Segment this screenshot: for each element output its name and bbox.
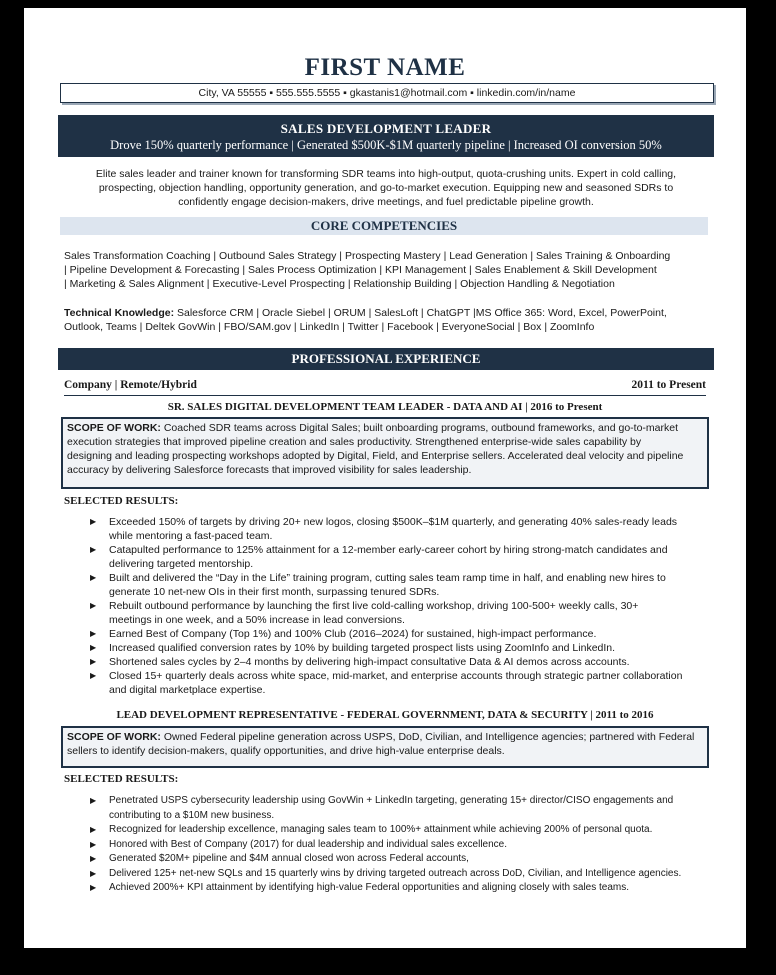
competencies-line: | Pipeline Development & Forecasting | Sales Process Optimization | KPI Management | Sales Enablement & Skill Development (64, 264, 657, 276)
job1-results (90, 515, 710, 697)
arrow-right-icon: ▶ (90, 854, 97, 863)
list-item: ▶ Closed 15+ quarterly deals across white space, mid-market, and enterprise accounts through strategic partner collaboration and digital marketplace expertise. (90, 670, 683, 696)
competencies-list (64, 249, 708, 291)
list-item: ▶ Delivered 125+ net-new SQLs and 15 quarterly wins by driving targeted outreach across DoD, Civilian, and Intelligence agencies. (90, 867, 682, 879)
arrow-right-icon: ▶ (90, 825, 97, 834)
list-item: ▶ Recognized for leadership excellence, managing sales team to 100%+ attainment while achieving 200% of personal quota. (90, 824, 653, 835)
summary-line: prospecting, objection handling, opportunity generation, and go-to-market execution. Equipping new and seasoned SDRs to (98, 182, 674, 194)
job2-scope-label: SCOPE OF WORK: (67, 731, 161, 743)
job2-scope (61, 726, 709, 768)
job2-scope-text: sellers to identify decision-makers, qualify opportunities, and drive high-value enterprise deals. (67, 745, 505, 757)
job2-title: LEAD DEVELOPMENT REPRESENTATIVE - FEDERAL GOVERNMENT, DATA & SECURITY | 2011 to 2016 (116, 709, 654, 721)
arrow-right-icon: ▶ (90, 839, 97, 849)
arrow-right-icon: ▶ (90, 601, 97, 610)
contact-bar: City, VA 55555 ▪ 555.555.5555 ▪ gkastanis1@hotmail.com ▪ linkedin.com/in/name (60, 83, 714, 103)
headline-tagline: Drove 150% quarterly performance | Generated $500K-$1M quarterly pipeline | Increased OI conversion 50% (110, 138, 662, 152)
arrow-right-icon: ▶ (90, 643, 97, 652)
arrow-right-icon: ▶ (90, 545, 97, 554)
divider (64, 395, 706, 396)
company-dates: 2011 to Present (631, 379, 706, 391)
list-item: ▶ Exceeded 150% of targets by driving 20+ new logos, closing $500K–$1M quarterly, and generating 40% sales-ready leads while mentoring a fast-paced team. (90, 516, 678, 542)
experience-heading: PROFESSIONAL EXPERIENCE (58, 348, 714, 370)
competencies-line: | Marketing & Sales Alignment | Executive-Level Prospecting | Relationship Building | Objection Handling & Negotiation (64, 278, 615, 290)
tech-line-2: Outlook, Teams | Deltek GovWin | FBO/SAM.gov | LinkedIn | Twitter | Facebook | EveryoneSocial | Box | ZoomInfo (64, 321, 595, 333)
headline-title: SALES DEVELOPMENT LEADER (280, 121, 492, 136)
arrow-right-icon: ▶ (90, 573, 97, 582)
job1-scope-text: accuracy by delivering Salesforce forecasts that improved visibility for sales leadership. (67, 464, 472, 476)
company-row (64, 379, 706, 391)
job1-scope-text: execution strategies that improved pipeline creation and sales productivity. Strengthened enterprise-wide sales capability by (67, 436, 642, 448)
list-item: ▶ Achieved 200%+ KPI attainment by identifying high-value Federal opportunities and aligning closely with sales teams. (90, 882, 630, 893)
list-item: ▶ Generated $20M+ pipeline and $4M annual closed won across Federal accounts, (90, 853, 469, 864)
candidate-name: FIRST NAME (304, 54, 466, 81)
job2-scope-text: Owned Federal pipeline generation across USPS, DoD, Civilian, and Intelligence agencies; partnered with Federal (160, 731, 695, 743)
job2-results (90, 794, 710, 896)
arrow-right-icon: ▶ (90, 796, 97, 805)
job1-scope-label: SCOPE OF WORK: (67, 422, 161, 434)
list-item: ▶ Catapulted performance to 125% attainment for a 12-member early-career cohort by hiring strong-match candidates and delivering targeted mentorship. (90, 544, 668, 570)
arrow-right-icon: ▶ (90, 868, 97, 878)
list-item: ▶ Earned Best of Company (Top 1%) and 100% Club (2016–2024) for sustained, high-impact performance. (90, 628, 597, 640)
arrow-right-icon: ▶ (90, 657, 97, 666)
arrow-right-icon: ▶ (90, 883, 97, 892)
technical-knowledge (64, 306, 708, 334)
list-item: ▶ Increased qualified conversion rates by 10% by building targeted prospect lists using ZoomInfo and LinkedIn. (90, 642, 616, 654)
job1-results-heading: SELECTED RESULTS: (64, 495, 179, 507)
list-item: ▶ Shortened sales cycles by 2–4 months by delivering high-impact consultative Data & AI demos across accounts. (90, 656, 630, 668)
summary-line: Elite sales leader and trainer known for transforming SDR teams into high-output, quota-crushing units. Expert in cold calling, (95, 168, 677, 180)
list-item: ▶ Honored with Best of Company (2017) for dual leadership and individual sales excellence. (90, 838, 508, 850)
summary (66, 167, 706, 209)
list-item: ▶ Penetrated USPS cybersecurity leadership using GovWin + LinkedIn targeting, generating 15+ director/CISO engagements and contributing to a $10M new business. (90, 795, 674, 821)
job2-results-heading: SELECTED RESULTS: (64, 773, 179, 785)
job1-scope-text: Coached SDR teams across Digital Sales; built onboarding programs, outbound frameworks, and go-to-market (160, 422, 679, 434)
list-item: ▶ Rebuilt outbound performance by launching the first live cold-calling workshop, driving 100-500+ weekly calls, 30+ meetings in one week, and a 50% increase in lead conversions. (90, 600, 639, 626)
tech-line-1: Salesforce CRM | Oracle Siebel | ORUM | SalesLoft | ChatGPT |MS Office 365: Word, Excel, PowerPoint, (174, 307, 667, 319)
job1-scope (61, 417, 709, 489)
competencies-heading: CORE COMPETENCIES (60, 217, 708, 235)
arrow-right-icon: ▶ (90, 517, 97, 526)
list-item: ▶ Built and delivered the “Day in the Life” training program, cutting sales team ramp time in half, and enabling new hires to generate 10 net-new OIs in their first month, surpassing tenured SDRs. (90, 572, 666, 598)
company-name: Company | Remote/Hybrid (64, 379, 197, 391)
job1-scope-text: designing and leading prospecting workshops adopted by Digital, Field, and Enterprise sellers. Accelerated deal velocity and pipeline (67, 450, 684, 462)
headline-banner (58, 115, 714, 157)
summary-line: confidently engage decision-makers, drive meetings, and fuel predictable pipeline growth. (178, 196, 594, 208)
job1-title: SR. SALES DIGITAL DEVELOPMENT TEAM LEADER - DATA AND AI | 2016 to Present (167, 401, 603, 413)
resume-page (24, 8, 746, 948)
arrow-right-icon: ▶ (90, 671, 97, 680)
arrow-right-icon: ▶ (90, 629, 97, 638)
tech-label: Technical Knowledge: (64, 307, 175, 319)
competencies-line: Sales Transformation Coaching | Outbound Sales Strategy | Prospecting Mastery | Lead Generation | Sales Training & Onboarding (64, 250, 671, 262)
